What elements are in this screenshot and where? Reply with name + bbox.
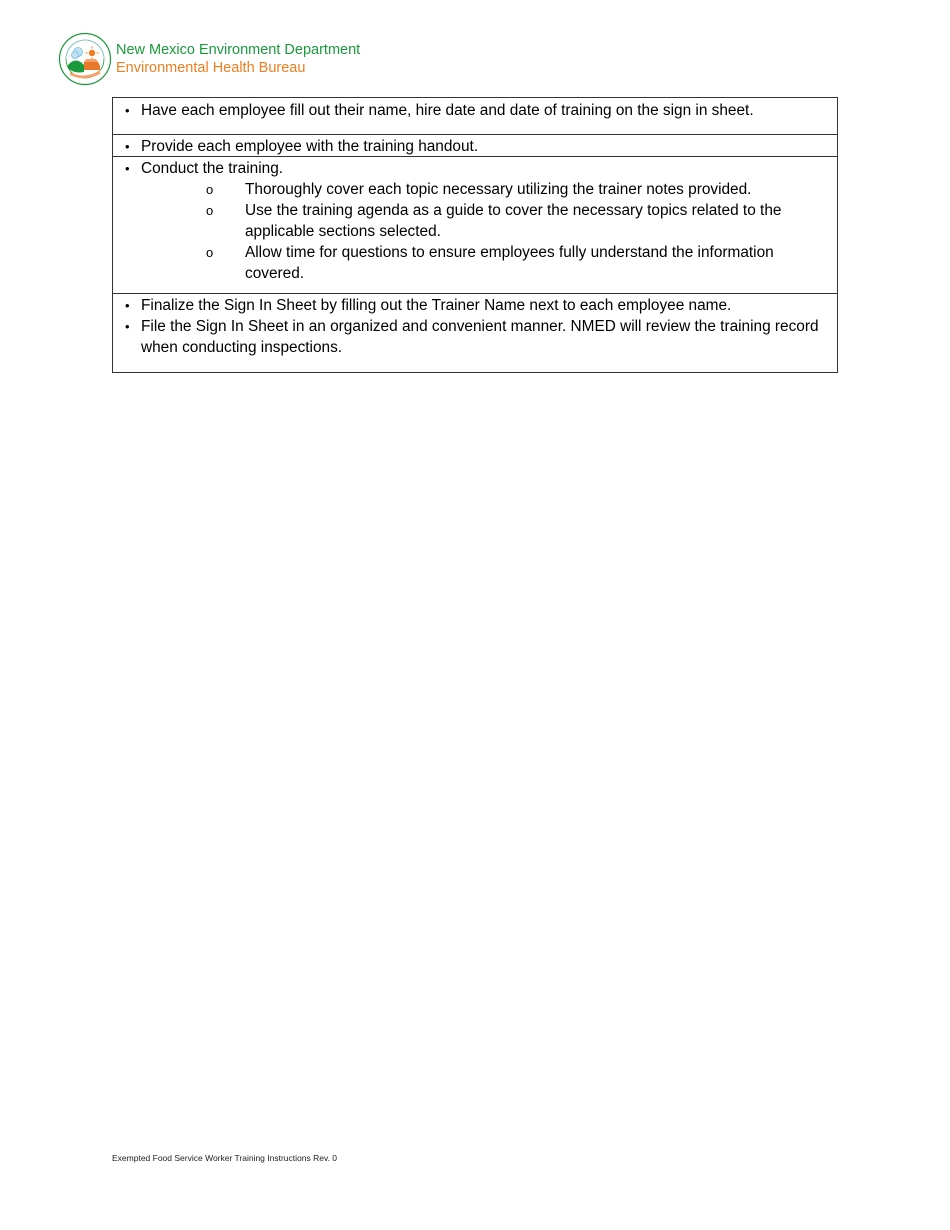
bullet-icon: • <box>125 298 130 313</box>
list-item <box>125 100 823 121</box>
organization-name-block <box>116 41 360 77</box>
sub-list-item <box>206 242 823 284</box>
list-item <box>125 158 823 179</box>
table-row <box>113 294 837 372</box>
sub-list-item <box>206 179 823 200</box>
nmed-logo <box>58 32 112 86</box>
list-item <box>125 316 823 358</box>
sub-list-item-text: Thoroughly cover each topic necessary utilizing the trainer notes provided. <box>245 181 752 198</box>
table-row <box>113 157 837 294</box>
sub-bullet-icon: o <box>206 245 214 260</box>
list-item-text: Provide each employee with the training handout. <box>141 138 479 155</box>
bureau-name: Environmental Health Bureau <box>116 60 306 76</box>
list-item-text: Finalize the Sign In Sheet by filling out the Trainer Name next to each employee name. <box>141 297 732 314</box>
page-header <box>58 32 360 86</box>
table-row <box>113 98 837 135</box>
list-item <box>125 295 823 316</box>
bullet-icon: • <box>125 319 130 334</box>
bullet-icon: • <box>125 139 130 154</box>
sub-bullet-icon: o <box>206 182 214 197</box>
sub-list-item-text: Use the training agenda as a guide to cover the necessary topics related to the applicable sections selected. <box>245 202 782 240</box>
list-item-text: File the Sign In Sheet in an organized and convenient manner. NMED will review the training record when conducting inspections. <box>141 318 819 356</box>
department-name: New Mexico Environment Department <box>116 42 361 58</box>
page-footer: Exempted Food Service Worker Training Instructions Rev. 0 <box>112 1153 338 1163</box>
instructions-table <box>112 97 838 373</box>
table-row <box>113 135 837 157</box>
sub-list-item-text: Allow time for questions to ensure employees fully understand the information covered. <box>245 244 774 282</box>
sub-bullet-icon: o <box>206 203 214 218</box>
bullet-icon: • <box>125 161 130 176</box>
list-item-text: Have each employee fill out their name, hire date and date of training on the sign in sheet. <box>141 102 754 119</box>
list-item <box>125 136 823 157</box>
list-item-text: Conduct the training. <box>141 160 284 177</box>
bullet-icon: • <box>125 103 130 118</box>
sub-list-item <box>206 200 823 242</box>
